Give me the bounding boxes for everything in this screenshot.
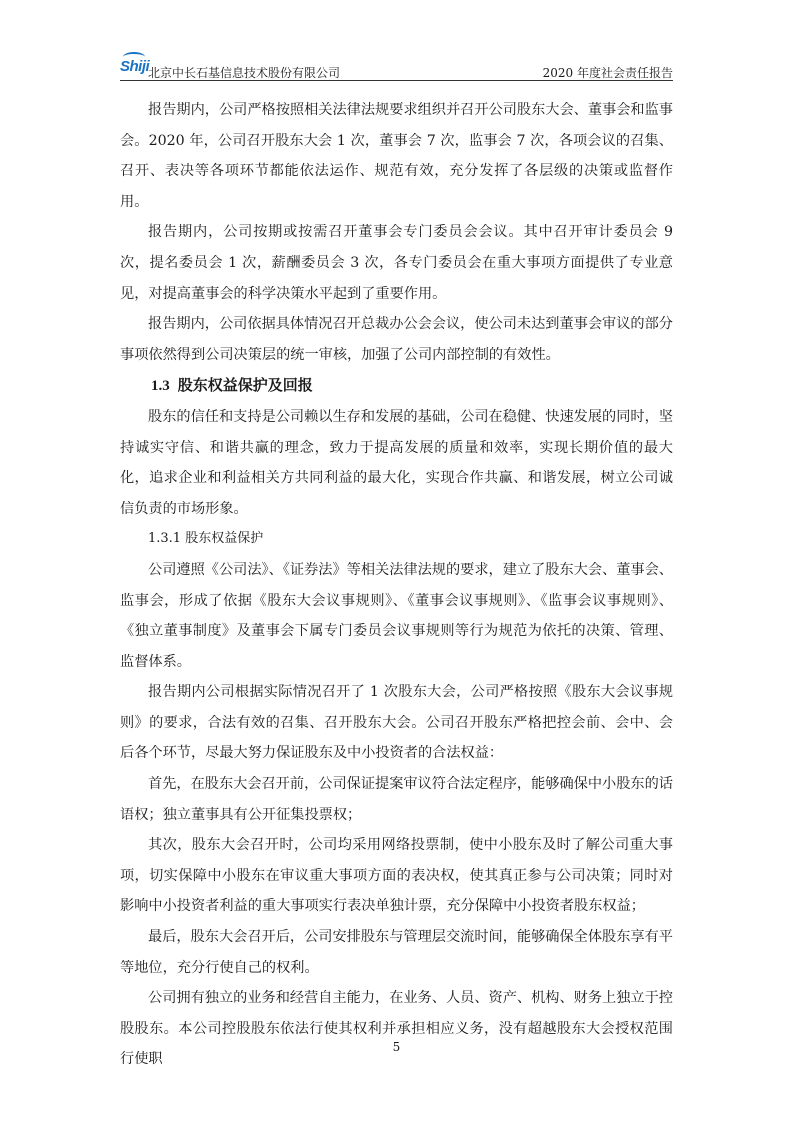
page-number: 5 bbox=[392, 1040, 401, 1054]
paragraph-president-office: 报告期内，公司依据具体情况召开总裁办公会会议，使公司未达到董事会审议的部分事项依然得到公司决策层的统一审核，加强了公司内部控制的有效性。 bbox=[120, 316, 673, 363]
section-heading bbox=[120, 370, 673, 402]
paragraph-second: 其次，股东大会召开时，公司均采用网络投票制，使中小股东及时了解公司重大事项，切实保障中小股东在审议重大事项方面的表决权，使其真正参与公司决策；同时对影响中小投资者利益的重大事项实行表决单独计票，充分保障中小投资者股东权益； bbox=[120, 837, 673, 915]
paragraph-committees: 报告期内，公司按期或按需召开董事会专门委员会会议。其中召开审计委员会 9 次，提名委员会 1 次，薪酬委员会 3 次，各专门委员会在重大事项方面提供了专业意见，对提高董事会的科学决策水平起到了重要作用。 bbox=[120, 224, 673, 302]
header-rule bbox=[120, 80, 673, 81]
company-logo: Shiji bbox=[120, 58, 150, 75]
document-body bbox=[120, 95, 673, 1075]
page-header bbox=[120, 58, 673, 80]
paragraph-first: 首先，在股东大会召开前，公司保证提案审议符合法定程序，能够确保中小股东的话语权；独立董事具有公开征集投票权； bbox=[120, 776, 673, 823]
section-number: 1.3 bbox=[151, 378, 170, 395]
paragraph-last: 最后，股东大会召开后，公司安排股东与管理层交流时间，能够确保全体股东享有平等地位，充分行使自己的权利。 bbox=[120, 929, 673, 976]
company-name: 北京中长石基信息技术股份有限公司 bbox=[148, 66, 341, 80]
paragraph-shareholder-meeting: 报告期内公司根据实际情况召开了 1 次股东大会，公司严格按照《股东大会议事规则》的要求，合法有效的召集、召开股东大会。公司召开股东严格把控会前、会中、会后各个环节，尽最大努力保证股东及中小投资者的合法权益： bbox=[120, 684, 673, 762]
paragraph-governance-rules: 公司遵照《公司法》、《证券法》等相关法律法规的要求，建立了股东大会、董事会、监事会，形成了依据《股东大会议事规则》、《董事会议事规则》、《监事会议事规则》、《独立董事制度》及董事会下属专门委员会议事规则等行为规范为依托的决策、管理、监督体系。 bbox=[120, 561, 673, 670]
subsection-heading: 1.3.1 股东权益保护 bbox=[148, 531, 264, 547]
section-intro-paragraph: 股东的信任和支持是公司赖以生存和发展的基础，公司在稳健、快速发展的同时，坚持诚实守信、和谐共赢的理念，致力于提高发展的质量和效率，实现长期价值的最大化，追求企业和利益相关方共同利益的最大化，实现合作共赢、和谐发展，树立公司诚信负责的市场形象。 bbox=[120, 408, 673, 517]
report-title: 2020 年度社会责任报告 bbox=[542, 66, 673, 80]
paragraph-independence: 公司拥有独立的业务和经营自主能力，在业务、人员、资产、机构、财务上独立于控股股东。本公司控股股东依法行使其权利并承担相应义务，没有超越股东大会授权范围行使职 bbox=[120, 990, 673, 1068]
section-title: 股东权益保护及回报 bbox=[177, 376, 313, 395]
paragraph-meetings: 报告期内，公司严格按照相关法律法规要求组织并召开公司股东大会、董事会和监事会。2020 年，公司召开股东大会 1 次，董事会 7 次，监事会 7 次，各项会议的召集、召开、表决等各项环节都能依法运作、规范有效，充分发挥了各层级的决策或监督作用。 bbox=[120, 102, 673, 210]
